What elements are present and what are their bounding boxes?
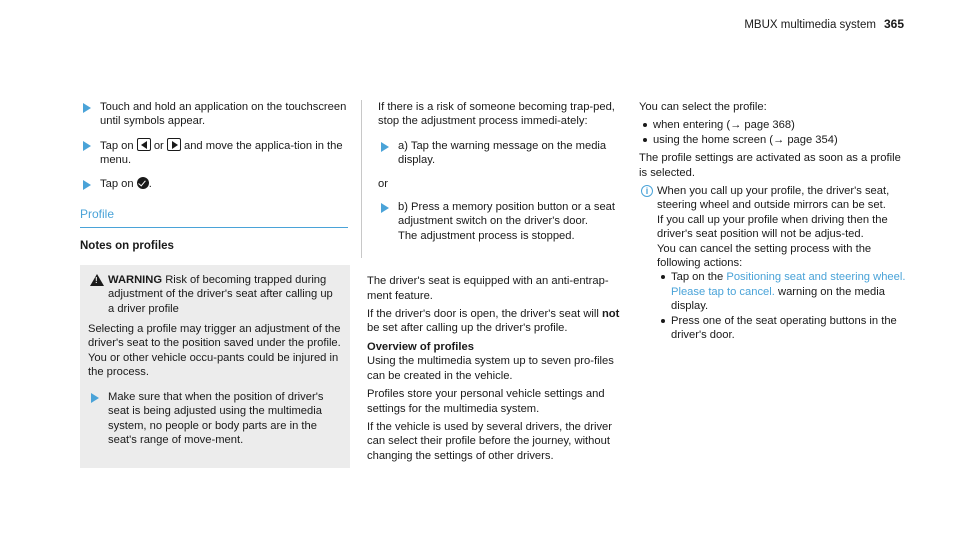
step-move-app (80, 138, 350, 168)
overview-text: Using the multimedia system up to seven pro-files can be created in the vehicle. (367, 355, 614, 382)
step-arrow-icon (83, 141, 91, 151)
left-arrow-key-icon (137, 138, 151, 151)
step-text: Tap on (100, 177, 134, 190)
info-icon: i (641, 185, 653, 197)
step-arrow-icon (83, 103, 91, 113)
right-arrow-key-icon (167, 138, 181, 151)
paragraph-several-drivers: If the vehicle is used by several drivers, the driver can select their profile before the journey, without changing the settings of other drivers. (367, 420, 612, 462)
list-item: when entering (→ page 368) (639, 118, 907, 132)
step-touch-hold (80, 100, 350, 129)
list-text: warning on the media display. (671, 285, 885, 313)
step-option-a (378, 139, 627, 168)
page-header (744, 17, 904, 32)
warning-box (80, 265, 350, 468)
confirm-check-icon (137, 177, 149, 189)
note-text-2: If you call up your profile when driving then the driver's seat position will not be adjus-ted. (657, 213, 888, 241)
header-title: MBUX multimedia system (744, 19, 876, 31)
paragraph-door-open (367, 307, 627, 336)
step-text: Touch and hold an application on the touchscreen until symbols appear. (100, 101, 347, 128)
overview-title: Overview of profiles (367, 340, 474, 353)
step-option-b (378, 200, 627, 243)
list-item: using the home screen (→ page 354) (639, 133, 907, 147)
step-text: b) Press a memory position button or a seat adjustment switch on the driver's door. (398, 201, 616, 228)
or-text: or (378, 177, 388, 190)
profile-body (367, 274, 627, 463)
warning-head-text: Risk of becoming trapped during adjustment of the driver's seat after calling up a driver profile (108, 273, 333, 315)
paragraph-profiles-store: Profiles store your personal vehicle settings and settings for the multimedia system. (367, 388, 605, 415)
step-arrow-icon (381, 142, 389, 152)
emphasis-text: not (601, 308, 620, 321)
step-text: a) Tap the warning message on the media display. (398, 139, 607, 167)
note-block (639, 184, 907, 342)
list-text: Tap on the (671, 271, 724, 284)
page-number: 365 (883, 17, 904, 31)
paragraph-text: If the driver's door is open, the driver's seat will (367, 308, 599, 321)
paragraph-anti-entrapment: The driver's seat is equipped with an anti-entrap-ment feature. (367, 275, 609, 302)
column-left (80, 100, 350, 468)
warning-heading (88, 273, 342, 316)
warning-body: Selecting a profile may trigger an adjustment of the driver's seat to the position saved under the profile. You or other vehicle occu-pants could be injured in the process. (88, 323, 341, 379)
note-text-1: When you call up your profile, the driver's seat, steering wheel and outside mirrors can be set. (657, 185, 890, 212)
step-arrow-icon (381, 203, 389, 213)
step-text: and move the applica-tion in the menu. (100, 139, 343, 167)
step-arrow-icon (91, 393, 99, 403)
select-profile-list (639, 118, 907, 147)
step-arrow-icon (83, 180, 91, 190)
column-middle (367, 100, 627, 467)
cancel-actions-list (657, 270, 907, 342)
section-title-profile: Profile (80, 207, 348, 228)
step-text: Tap on (100, 139, 134, 152)
note-text-3: You can cancel the setting process with the following actions: (657, 242, 872, 270)
paragraph-activated: The profile settings are activated as soon as a profile is selected. (639, 152, 901, 179)
display-message-text: Positioning seat and steering wheel. Please tap to cancel. (671, 271, 906, 298)
trap-intro: If there is a risk of someone becoming trap-ped, stop the adjustment process immedi-ately: (378, 101, 615, 128)
warning-step (88, 390, 342, 448)
column-right (639, 100, 907, 343)
warning-label: WARNING (108, 273, 163, 286)
step-confirm (80, 177, 350, 191)
warning-triangle-icon (90, 274, 104, 286)
step-result: The adjustment process is stopped. (398, 229, 575, 242)
step-text: Make sure that when the position of driver's seat is being adjusted using the multimedia system, no people or body parts are in the seat's range of move-ment. (108, 390, 324, 446)
warning-continuation (361, 100, 627, 258)
step-text: or (153, 139, 164, 152)
subtitle-notes-on-profiles: Notes on profiles (80, 240, 174, 253)
list-item: Press one of the seat operating buttons in the driver's door. (657, 314, 907, 343)
paragraph-text: be set after calling up the driver's profile. (367, 322, 568, 335)
list-item (657, 270, 907, 313)
select-profile-intro: You can select the profile: (639, 101, 767, 113)
step-text: . (148, 177, 152, 190)
